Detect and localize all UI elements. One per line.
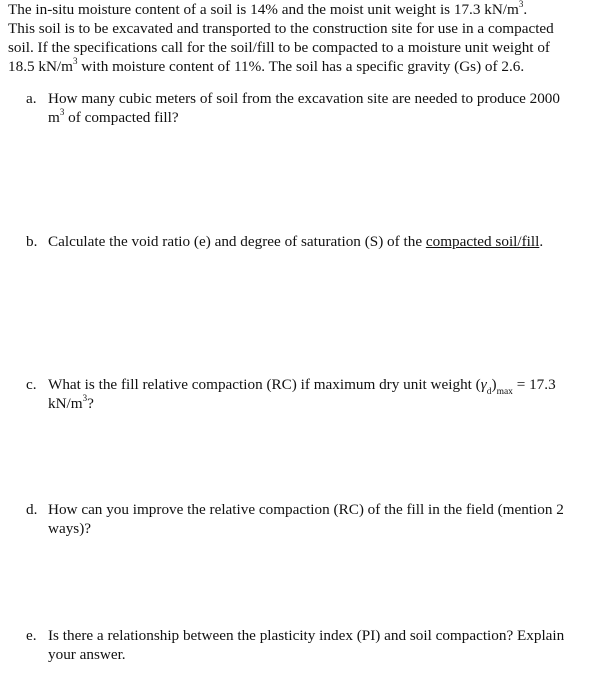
intro-line-1-text: The in-situ moisture content of a soil is 14% and the moist unit weight is 17.3 kN/m	[8, 1, 519, 18]
compacted-soil-fill-underlined: compacted soil/fill	[425, 233, 540, 250]
question-b-text	[48, 232, 596, 251]
question-c-line-2-end: ?	[87, 395, 94, 412]
unit-m: m	[48, 109, 60, 126]
intro-line-2: This soil is to be excavated and transported to the construction site for use in a compacted	[8, 20, 554, 37]
intro-line-4-text: 18.5 kN/m	[8, 58, 73, 75]
cubed-superscript: 3	[518, 0, 524, 9]
cubed-superscript: 3	[82, 392, 88, 403]
problem-statement	[8, 0, 596, 76]
intro-line-1-end: .	[523, 1, 528, 18]
cubed-superscript: 3	[72, 55, 78, 66]
subscript-d: d	[486, 387, 492, 398]
question-c-line-1-text: What is the fill relative compaction (RC) if maximum dry unit weight (	[48, 376, 481, 393]
question-d-text	[48, 500, 596, 538]
question-a-line-1: How many cubic meters of soil from the excavation site are needed to produce 2000	[48, 90, 560, 107]
intro-line-3: soil. If the specifications call for the soil/fill to be compacted to a moisture unit weight of	[8, 39, 550, 56]
question-e	[26, 626, 596, 664]
cubed-superscript: 3	[59, 106, 65, 117]
question-a	[26, 89, 596, 127]
question-b	[26, 232, 596, 251]
question-c-line-1	[48, 375, 596, 398]
question-a-line-2-end: of compacted fill?	[64, 109, 179, 126]
gamma-symbol: γ	[480, 376, 487, 393]
question-b-line-1	[48, 232, 596, 251]
question-c-value: = 17.3	[512, 376, 556, 393]
question-e-line-1: Is there a relationship between the plasticity index (PI) and soil compaction? Explain	[48, 627, 565, 644]
question-a-text	[48, 89, 596, 127]
question-c-line-2	[48, 394, 596, 413]
question-c-text	[48, 375, 596, 413]
question-d-letter: d.	[26, 501, 38, 518]
question-b-letter: b.	[26, 233, 38, 250]
question-a-letter: a.	[26, 90, 37, 107]
intro-line-1	[8, 0, 596, 19]
subscript-max: max	[496, 387, 513, 398]
question-e-line-2: your answer.	[48, 646, 126, 663]
question-e-letter: e.	[26, 627, 37, 644]
question-d-line-2: ways)?	[48, 520, 92, 537]
close-paren: )	[491, 376, 497, 393]
unit-kn-m: kN/m	[48, 395, 83, 412]
intro-line-4	[8, 57, 596, 76]
question-d-line-1: How can you improve the relative compaction (RC) of the fill in the field (mention 2	[48, 501, 564, 518]
question-b-line-1-text: Calculate the void ratio (e) and degree of saturation (S) of the	[48, 233, 426, 250]
question-e-text	[48, 626, 596, 664]
question-d	[26, 500, 596, 538]
intro-line-4-end: with moisture content of 11%. The soil has a specific gravity (Gs) of 2.6.	[77, 58, 525, 75]
question-c-letter: c.	[26, 376, 37, 393]
question-b-line-1-end: .	[539, 233, 544, 250]
question-c	[26, 375, 596, 413]
question-a-line-2	[48, 108, 596, 127]
